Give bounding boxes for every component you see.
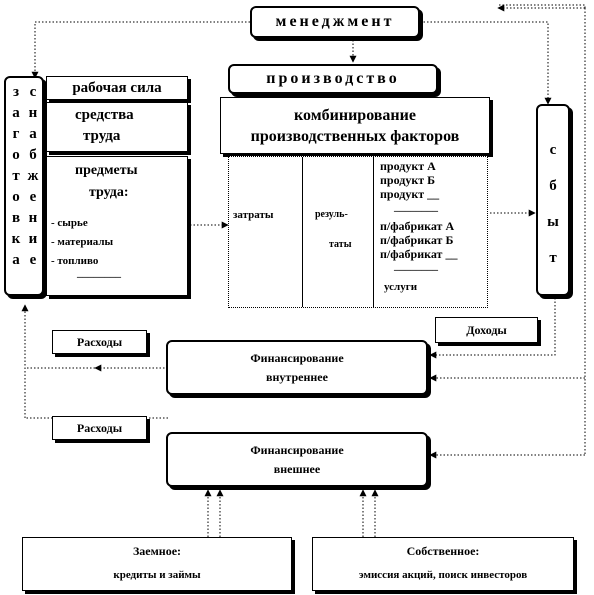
combination-box	[220, 97, 490, 154]
product-blank: ________	[394, 201, 438, 213]
income-label: Доходы	[466, 322, 507, 337]
procurement-col-2: с н а б ж е н и е	[27, 84, 39, 268]
management-box	[250, 6, 420, 38]
income-box	[435, 317, 538, 343]
objects-of-labor-box	[46, 156, 188, 296]
semi-product-a: п/фабрикат А	[380, 219, 455, 233]
borrowed-text: кредиты и займы	[113, 569, 201, 581]
combination-line-2: производственных факторов	[250, 127, 460, 145]
internal-financing-box	[166, 340, 428, 395]
expenses-box-2	[52, 416, 147, 440]
labor-box	[46, 76, 188, 100]
objects-item-fuel: - топливо	[51, 255, 99, 267]
means-of-labor-box	[46, 102, 188, 152]
semi-product-b: п/фабрикат Б	[380, 233, 454, 247]
objects-title-1: предметы	[75, 163, 138, 178]
production-label: производство	[266, 70, 400, 87]
external-financing-line-1: Финансирование	[250, 442, 344, 457]
objects-item-materials: - материалы	[51, 236, 114, 248]
internal-financing-line-1: Финансирование	[250, 350, 344, 365]
borrowed-title: Заемное:	[132, 544, 182, 558]
external-financing-box	[166, 432, 428, 487]
sales-letters: с б ы т	[547, 142, 559, 266]
expenses-label-2: Расходы	[76, 420, 123, 435]
objects-title-2: труда:	[89, 185, 129, 200]
own-text: эмиссия акций, поиск инвесторов	[358, 569, 528, 581]
external-financing-line-2: внешнее	[273, 461, 321, 476]
production-box	[228, 64, 438, 94]
results-line-1: резуль-	[315, 209, 348, 220]
expenses-box-1	[52, 330, 147, 354]
combination-line-1: комбинирование	[294, 106, 416, 124]
table-divider-1	[302, 157, 303, 307]
semi-product-other: п/фабрикат __	[380, 247, 458, 261]
objects-blank: ________	[77, 267, 121, 279]
procurement-col-1: з а г о т о в к а	[11, 84, 21, 268]
mgmt-to-procurement-line	[35, 22, 250, 78]
mgmt-to-right-line	[420, 22, 548, 104]
semi-product-blank: ________	[394, 260, 438, 272]
means-of-labor-line-1: средства	[75, 107, 134, 123]
table-divider-2	[373, 157, 374, 307]
costs-label: затраты	[233, 209, 274, 221]
expenses-label-1: Расходы	[76, 334, 123, 349]
management-label: менеджмент	[275, 13, 395, 30]
product-other: продукт __	[380, 187, 440, 201]
results-line-2: таты	[329, 239, 352, 250]
means-of-labor-line-2: труда	[83, 128, 121, 144]
product-a: продукт А	[380, 159, 436, 173]
labor-label: рабочая сила	[72, 79, 162, 96]
own-box	[312, 537, 574, 591]
sales-box	[536, 104, 570, 296]
product-b: продукт Б	[380, 173, 436, 187]
procurement-box	[4, 76, 44, 296]
own-title: Собственное:	[406, 544, 480, 558]
internal-financing-line-2: внутреннее	[266, 369, 328, 384]
services-label: услуги	[384, 281, 418, 293]
objects-item-raw: - сырье	[51, 217, 88, 229]
borrowed-box	[22, 537, 292, 591]
production-table	[228, 156, 488, 308]
